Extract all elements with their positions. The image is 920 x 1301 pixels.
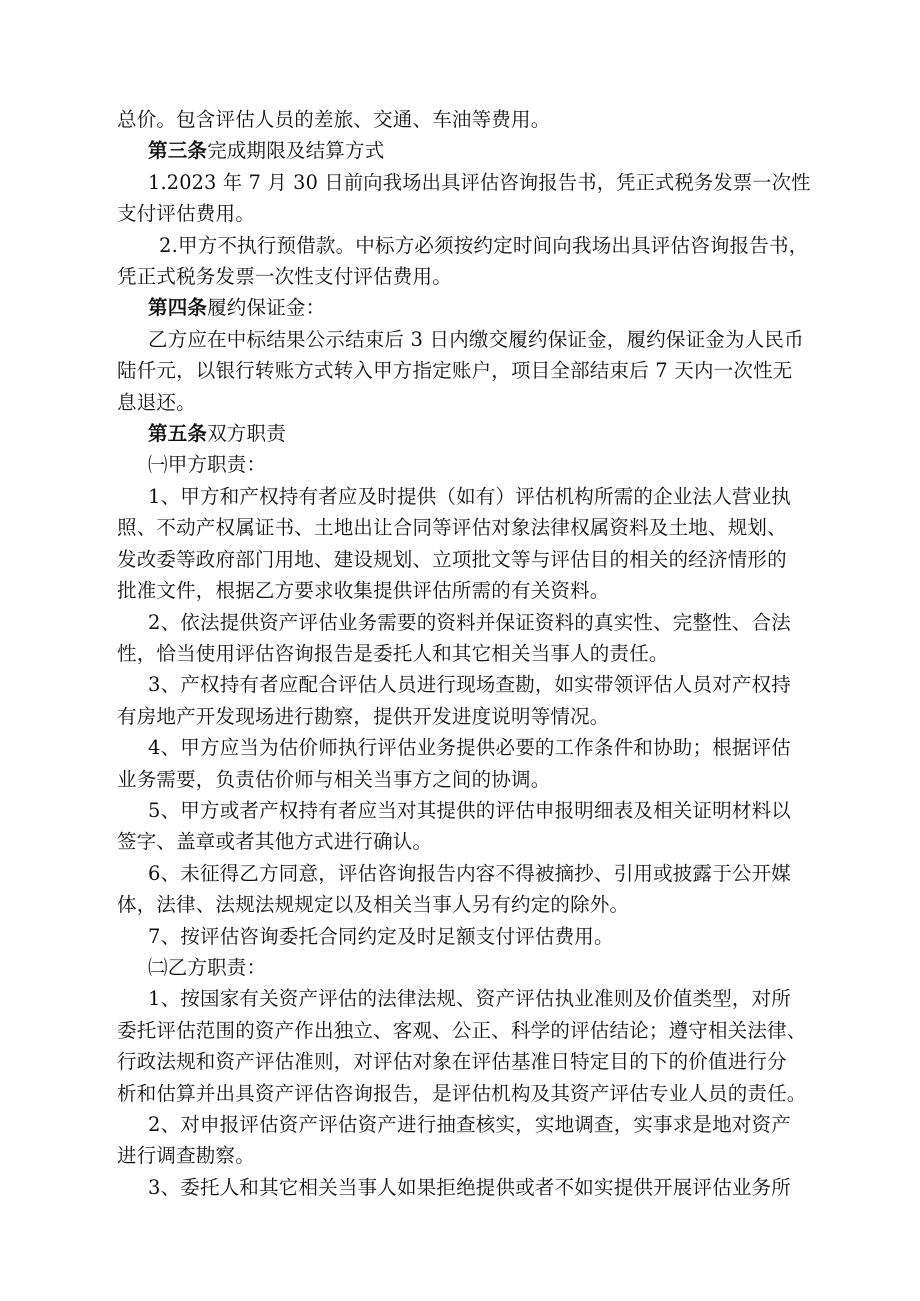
article-heading [117,292,807,323]
section-heading: ㈡乙方职责： [148,955,267,979]
article-title: 履约保证金： [207,296,326,320]
paragraph-line: 凭正式税务发票一次性支付评估费用。 [117,265,452,289]
paragraph-line: 有房地产开发现场进行勘察，提供开发进度说明等情况。 [117,704,610,728]
article-number: 第五条 [148,422,208,446]
paragraph-line: 析和估算并出具资产评估咨询报告，是评估机构及其资产评估专业人员的责任。 [117,1081,807,1105]
paragraph-line: 陆仟元，以银行转账方式转入甲方指定账户，项目全部结束后 7 天内一次性无 [117,359,793,383]
paragraph-line: 批准文件，根据乙方要求收集提供评估所需的有关资料。 [117,579,610,603]
article-number: 第三条 [148,139,208,163]
article-number: 第四条 [148,296,208,320]
article-heading [117,418,807,449]
paragraph-line: 1、甲方和产权持有者应及时提供（如有）评估机构所需的企业法人营业执 [148,484,792,508]
paragraph-line: 息退还。 [117,390,196,414]
paragraph-line: 2、对申报评估资产评估资产进行抽查核实，实地调查，实事求是地对资产 [148,1113,792,1136]
paragraph-line: 2.甲方不执行预借款。中标方必须按约定时间向我场出具评估咨询报告书， [159,233,809,257]
paragraph-line: 乙方应在中标结果公示结束后 3 日内缴交履约保证金，履约保证金为人民币 [148,327,804,351]
paragraph-line: 1、按国家有关资产评估的法律法规、资产评估执业准则及价值类型，对所 [148,987,792,1011]
paragraph-line: 总价。包含评估人员的差旅、交通、车油等费用。 [117,108,551,131]
section-heading: ㈠甲方职责： [148,453,267,477]
paragraph-line: 性，恰当使用评估咨询报告是委托人和其它相关当事人的责任。 [117,641,669,665]
paragraph-line: 4、甲方应当为估价师执行评估业务提供必要的工作条件和协助；根据评估 [148,736,792,760]
paragraph-line: 委托评估范围的资产作出独立、客观、公正、科学的评估结论；遵守相关法律、 [117,1018,807,1042]
paragraph-line: 7、按评估咨询委托合同约定及时足额支付评估费用。 [148,924,614,948]
paragraph-line: 发改委等政府部门用地、建设规划、立项批文等与评估目的相关的经济情形的 [117,547,787,571]
paragraph-line: 进行调查勘察。 [117,1144,255,1168]
article-heading [117,135,807,166]
paragraph-line: 2、依法提供资产评估业务需要的资料并保证资料的真实性、完整性、合法 [148,610,792,634]
paragraph-line: 3、产权持有者应配合评估人员进行现场查勘，如实带领评估人员对产权持 [148,673,792,697]
paragraph-line: 6、未征得乙方同意，评估咨询报告内容不得被摘抄、引用或披露于公开媒 [148,861,792,885]
paragraph-line: 签字、盖章或者其他方式进行确认。 [117,830,433,854]
paragraph-line: 照、不动产权属证书、土地出让合同等评估对象法律权属资料及土地、规划、 [117,516,787,540]
article-title: 双方职责 [207,422,286,446]
paragraph-line: 支付评估费用。 [117,202,255,226]
document-page [117,104,811,1203]
paragraph-line: 业务需要，负责估价师与相关当事方之间的协调。 [117,767,551,791]
paragraph-line: 1.2023 年 7 月 30 日前向我场出具评估咨询报告书，凭正式税务发票一次性 [148,170,811,194]
paragraph-line: 5、甲方或者产权持有者应当对其提供的评估申报明细表及相关证明材料以 [148,798,792,822]
paragraph-line: 行政法规和资产评估准则，对评估对象在评估基准日特定目的下的价值进行分 [117,1050,787,1074]
paragraph-line: 3、委托人和其它相关当事人如果拒绝提供或者不如实提供开展评估业务所 [148,1175,792,1199]
article-title: 完成期限及结算方式 [207,139,385,163]
paragraph-line: 体，法律、法规法规规定以及相关当事人另有约定的除外。 [117,893,630,917]
